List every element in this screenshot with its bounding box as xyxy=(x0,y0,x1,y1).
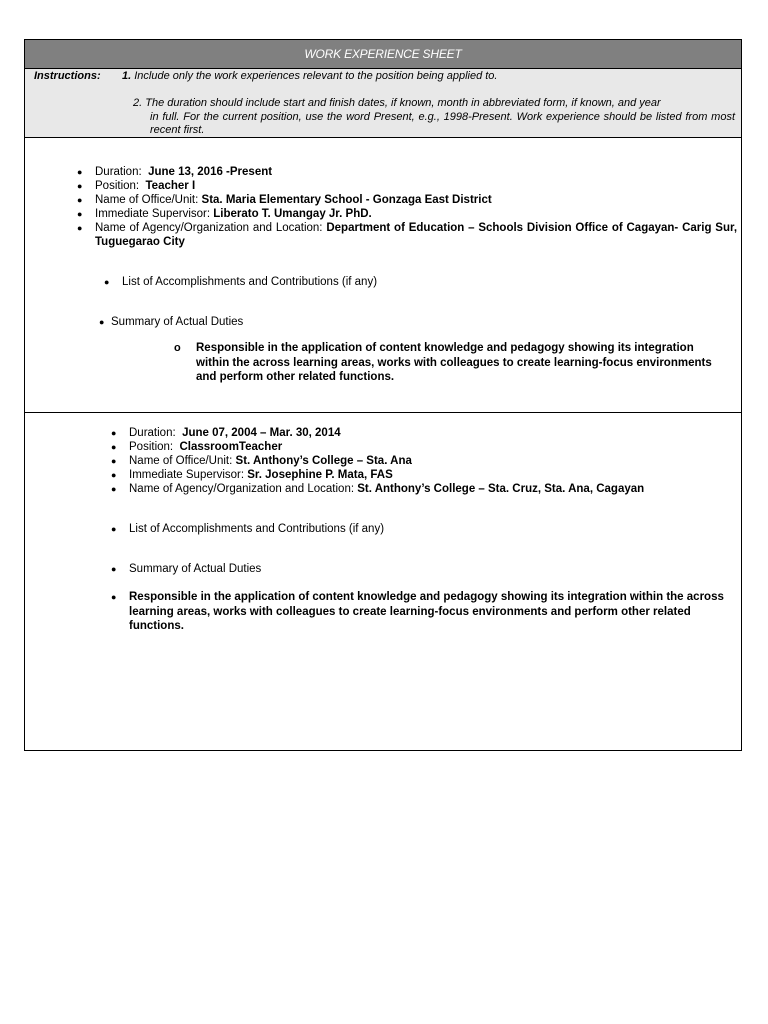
instruction-1-text: Include only the work experiences relevant to the position being applied to. xyxy=(131,70,498,82)
duty-text: Responsible in the application of content knowledge and pedagogy showing its integration within the across learning areas, works with colleagues to create learning-focus environments and perform other related functions. xyxy=(196,342,712,383)
instructions-label: Instructions: xyxy=(34,70,101,82)
bullet-icon: ● xyxy=(77,223,83,233)
bullet-icon: ● xyxy=(111,524,117,534)
bullet-icon: ● xyxy=(77,167,83,177)
entry-2-duration xyxy=(111,426,341,440)
instruction-2-line-a: 2. The duration should include start and finish dates, if known, month in abbreviated form, if known, and year xyxy=(133,97,661,109)
entry-2-supervisor xyxy=(111,468,393,482)
entry-1-accomplishments xyxy=(104,275,378,289)
duration-label: Duration: xyxy=(95,166,142,178)
instructions-section xyxy=(25,69,741,138)
entry-2-office xyxy=(111,454,412,468)
entry-2-accomplishments xyxy=(111,522,385,536)
bullet-icon: ● xyxy=(104,277,110,287)
bullet-icon: ● xyxy=(111,484,117,494)
instruction-1-number: 1. xyxy=(122,70,132,82)
position-value: ClassroomTeacher xyxy=(179,441,283,453)
duration-label: Duration: xyxy=(129,427,176,439)
accomplishments-label: List of Accomplishments and Contributions (if any) xyxy=(122,276,378,288)
duration-value: June 07, 2004 – Mar. 30, 2014 xyxy=(182,427,341,439)
entry-1-duration xyxy=(77,165,273,179)
accomplishments-label: List of Accomplishments and Contributions (if any) xyxy=(129,523,385,535)
sheet-title: WORK EXPERIENCE SHEET xyxy=(25,40,741,69)
supervisor-label: Immediate Supervisor: xyxy=(95,208,211,220)
work-entry-1 xyxy=(25,138,741,413)
work-experience-sheet xyxy=(24,39,742,751)
instruction-1 xyxy=(122,70,497,82)
entry-1-duty xyxy=(174,341,722,385)
entry-1-supervisor xyxy=(77,207,372,221)
bullet-icon: ● xyxy=(111,564,117,574)
supervisor-value: Sr. Josephine P. Mata, FAS xyxy=(247,469,393,481)
bullet-icon: ● xyxy=(111,470,117,480)
agency-label: Name of Agency/Organization and Location: xyxy=(129,483,355,495)
instruction-2-line-b: in full. For the current position, use the word Present, e.g., 1998-Present. Work experience should be listed from most recent first. xyxy=(150,110,735,136)
bullet-icon: ● xyxy=(77,181,83,191)
office-value: Sta. Maria Elementary School - Gonzaga East District xyxy=(201,194,492,206)
agency-label: Name of Agency/Organization and Location: xyxy=(95,222,323,234)
position-value: Teacher I xyxy=(145,180,196,192)
instruction-2 xyxy=(133,97,735,138)
office-label: Name of Office/Unit: xyxy=(95,194,199,206)
agency-value: St. Anthony’s College – Sta. Cruz, Sta. Ana, Cagayan xyxy=(357,483,645,495)
entry-2-position xyxy=(111,440,283,454)
duty-text: Responsible in the application of content knowledge and pedagogy showing its integration within the across learning areas, works with colleagues to create learning-focus environments and perform other related functions. xyxy=(129,591,724,632)
bullet-icon: ● xyxy=(111,442,117,452)
entry-2-agency xyxy=(111,482,645,496)
position-label: Position: xyxy=(129,441,174,453)
bullet-icon: ● xyxy=(99,317,105,327)
circle-bullet-icon: o xyxy=(174,342,181,354)
entry-1-position xyxy=(77,179,196,193)
bullet-icon: ● xyxy=(111,428,117,438)
bullet-icon: ● xyxy=(77,209,83,219)
office-label: Name of Office/Unit: xyxy=(129,455,233,467)
summary-label: Summary of Actual Duties xyxy=(111,316,244,328)
entry-1-summary xyxy=(99,315,244,329)
bullet-icon: ● xyxy=(111,456,117,466)
agency-value: Department of Education – Schools Division Office of Cagayan- Carig Sur, Tuguegarao City xyxy=(95,222,738,248)
supervisor-label: Immediate Supervisor: xyxy=(129,469,245,481)
office-value: St. Anthony’s College – Sta. Ana xyxy=(235,455,412,467)
supervisor-value: Liberato T. Umangay Jr. PhD. xyxy=(213,208,372,220)
duration-value: June 13, 2016 -Present xyxy=(148,166,273,178)
entry-2-summary xyxy=(111,562,262,576)
entry-1-office xyxy=(77,193,492,207)
position-label: Position: xyxy=(95,180,140,192)
entry-1-agency xyxy=(77,221,738,249)
summary-label: Summary of Actual Duties xyxy=(129,563,262,575)
bullet-icon: ● xyxy=(77,195,83,205)
entry-2-duty xyxy=(111,590,733,634)
bullet-icon: ● xyxy=(111,592,117,602)
